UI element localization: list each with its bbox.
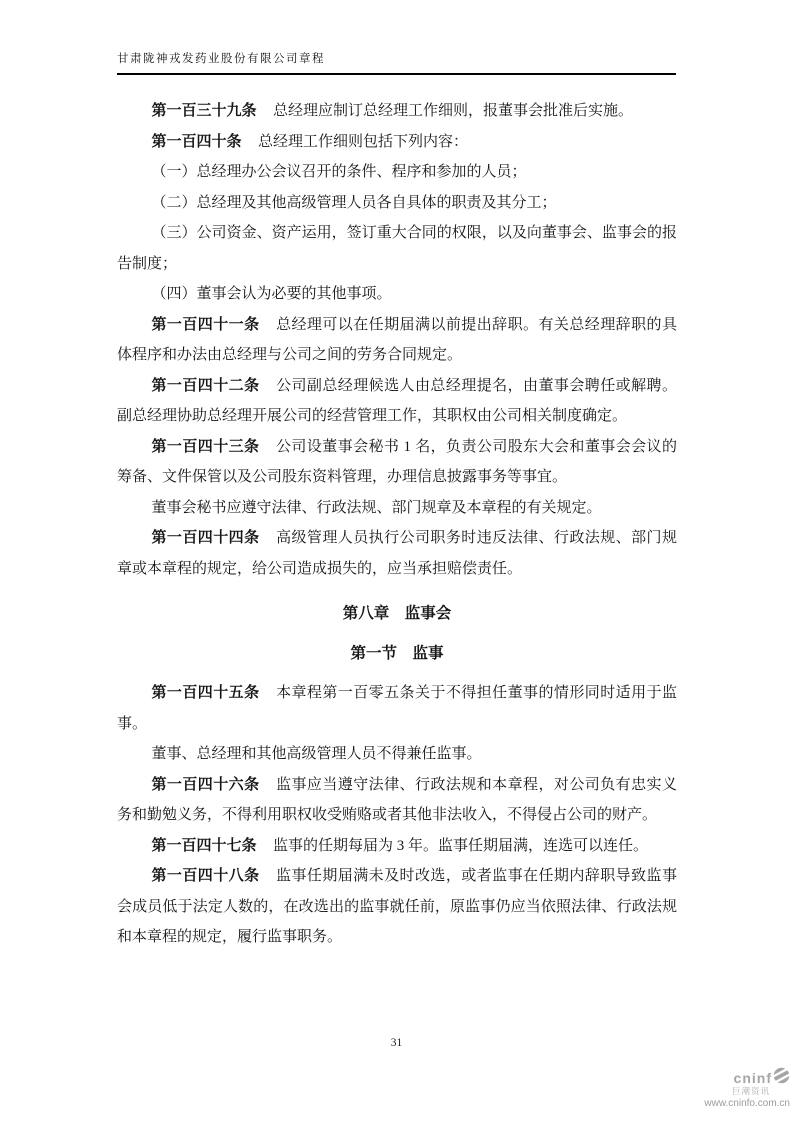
article-number: 第一百四十六条	[151, 775, 260, 793]
paragraph	[117, 770, 677, 831]
cninfo-logo-row	[670, 1067, 790, 1085]
article-number: 第一百四十七条	[151, 836, 257, 854]
article-number: 第一百三十九条	[151, 102, 257, 119]
paragraph	[117, 432, 677, 493]
article-number: 第一百四十四条	[151, 529, 260, 546]
cninfo-logo-url: www.cninfo.com.cn	[704, 1097, 790, 1109]
cninfo-logo-chinese-name: 巨潮资讯	[731, 1086, 770, 1096]
article-text: 总经理工作细则包括下列内容：	[258, 133, 469, 150]
cninfo-logo	[670, 1067, 790, 1109]
paragraph	[117, 861, 677, 953]
article-number: 第一百四十三条	[151, 437, 260, 455]
section-heading: 第一节 监事	[350, 644, 444, 662]
paragraph: （二）总经理及其他高级管理人员各自具体的职责及其分工；	[151, 194, 557, 211]
document-header-title: 甘肃陇神戎发药业股份有限公司章程	[117, 53, 325, 65]
page-header	[117, 52, 676, 75]
article-number: 第一百四十条	[151, 132, 242, 150]
paragraph	[117, 127, 677, 158]
article-text: 监事应当遵守法律、行政法规和本章程，对公司负有忠实义务和勤勉义务，不得利用职权收受贿赂或者其他非法收入，不得侵占公司的财产。	[117, 776, 677, 823]
paragraph	[117, 523, 677, 584]
paragraph	[117, 96, 677, 127]
paragraph: （一）总经理办公会议召开的条件、程序和参加的人员；	[151, 164, 527, 180]
article-number: 第一百四十二条	[151, 376, 260, 394]
paragraph: （四）董事会认为必要的其他事项。	[151, 286, 392, 302]
article-text: 高级管理人员执行公司职务时违反法律、行政法规、部门规章或本章程的规定，给公司造成损失的，应当承担赔偿责任。	[117, 530, 677, 577]
article-text: 监事的任期每届为 3 年。监事任期届满，连选可以连任。	[273, 837, 649, 854]
article-number: 第一百四十五条	[151, 684, 260, 701]
article-text: 公司设董事会秘书 1 名，负责公司股东大会和董事会会议的筹备、文件保管以及公司股东资料管理，办理信息披露事务等事宜。	[117, 438, 677, 485]
cninfo-swirl-icon	[773, 1067, 790, 1084]
paragraph: 董事、总经理和其他高级管理人员不得兼任监事。	[151, 746, 482, 762]
paragraph	[117, 371, 677, 432]
paragraph: （三）公司资金、资产运用，签订重大合同的权限，以及向董事会、监事会的报告制度；	[117, 225, 677, 272]
article-number: 第一百四十一条	[151, 315, 260, 333]
article-text: 本章程第一百零五条关于不得担任董事的情形同时适用于监事。	[117, 685, 677, 732]
article-text: 公司副总经理候选人由总经理提名，由董事会聘任或解聘。副总经理协助总经理开展公司的经营管理工作，其职权由公司相关制度确定。	[117, 377, 677, 424]
cninfo-logo-text: cninf	[733, 1070, 772, 1086]
article-text: 总经理应制订总经理工作细则，报董事会批准后实施。	[273, 103, 634, 119]
paragraph	[117, 310, 677, 371]
document-body	[117, 96, 677, 953]
article-number: 第一百四十八条	[151, 867, 260, 884]
chapter-heading: 第八章 监事会	[342, 605, 452, 622]
paragraph	[117, 678, 677, 739]
article-text: 监事任期届满未及时改选，或者监事在任期内辞职导致监事会成员低于法定人数的，在改选出的监事就任前，原监事仍应当依照法律、行政法规和本章程的规定，履行监事职务。	[117, 868, 677, 945]
page-number: 31	[390, 1037, 403, 1049]
article-text: 总经理可以在任期届满以前提出辞职。有关总经理辞职的具体程序和办法由总经理与公司之间的劳务合同规定。	[117, 316, 677, 363]
paragraph	[117, 831, 677, 862]
paragraph: 董事会秘书应遵守法律、行政法规、部门规章及本章程的有关规定。	[151, 499, 602, 516]
